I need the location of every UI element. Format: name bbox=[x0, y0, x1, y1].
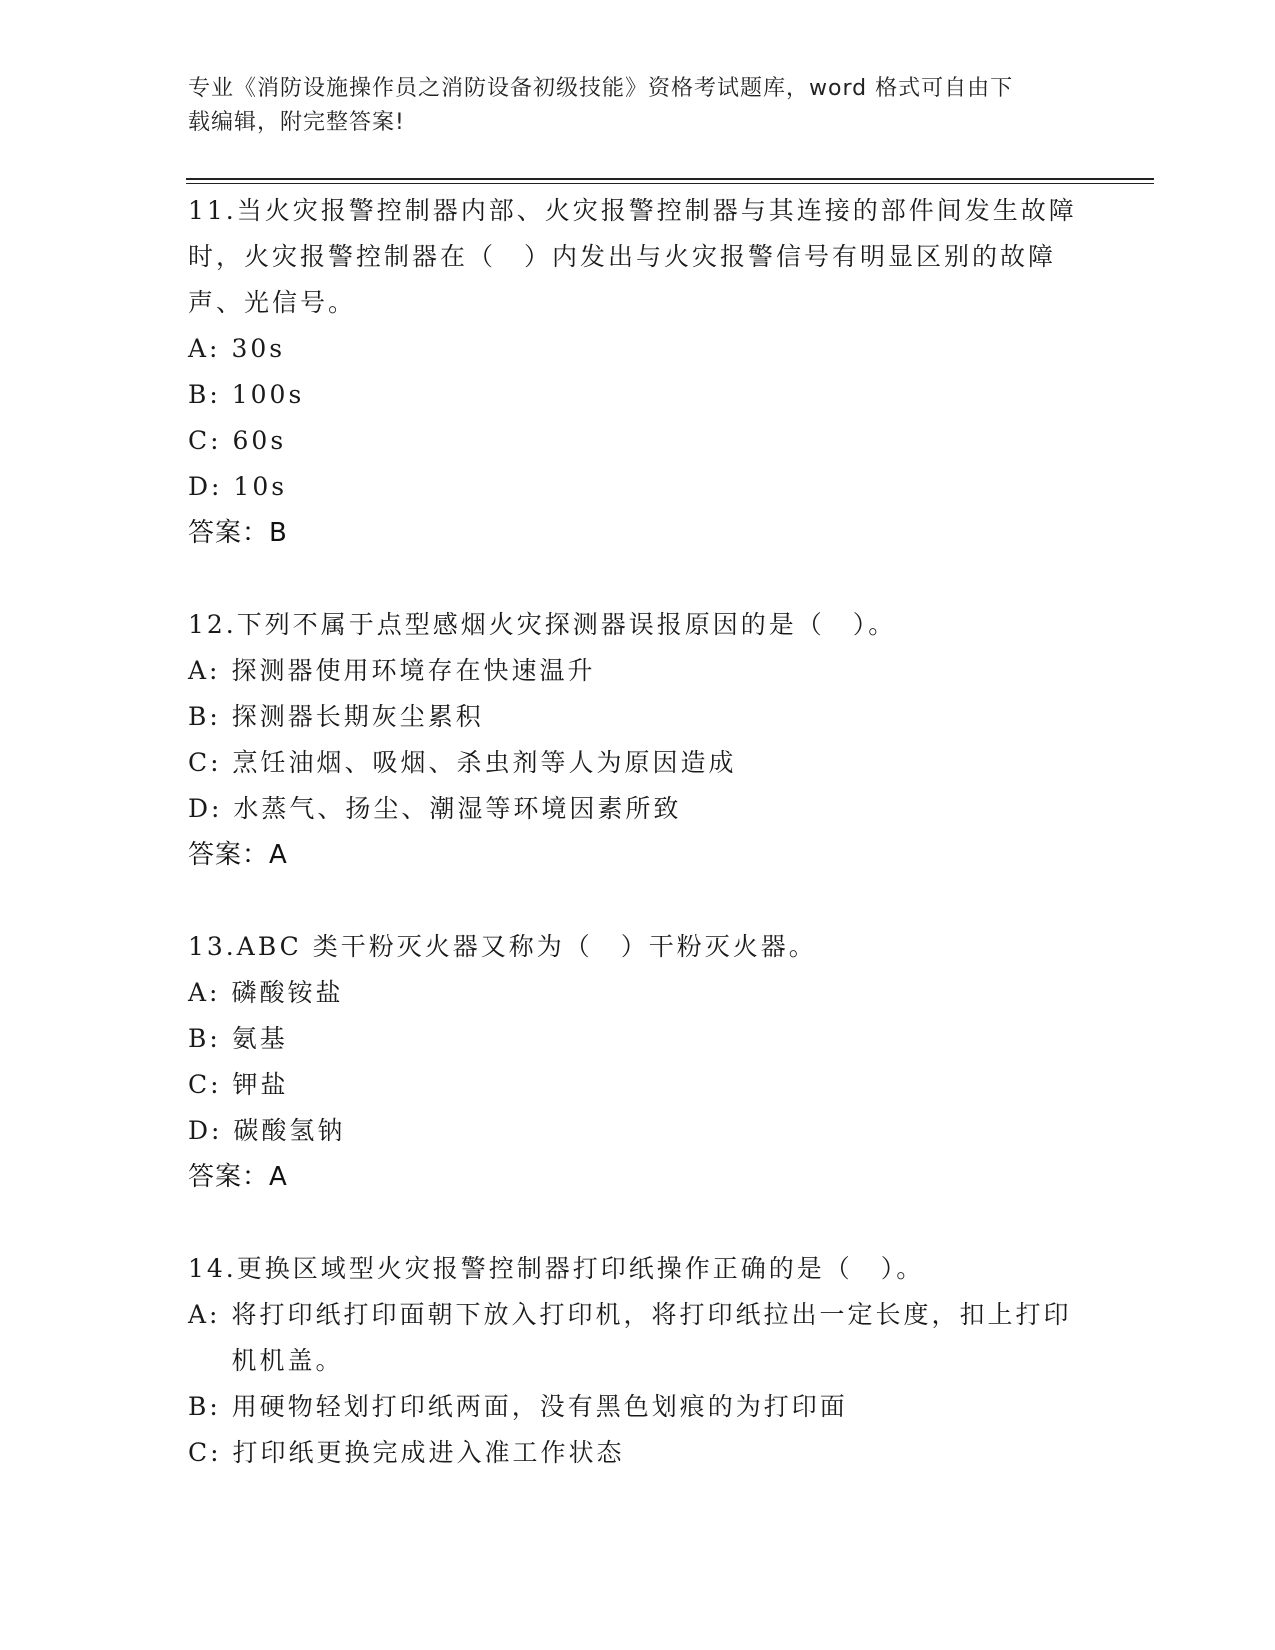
document-header bbox=[188, 72, 1068, 140]
option-letter: B: bbox=[188, 1392, 221, 1421]
question-stem: 14.更换区域型火灾报警控制器打印纸操作正确的是（ ）。 bbox=[188, 1254, 925, 1283]
header-line-2: 载编辑，附完整答案! bbox=[188, 110, 405, 135]
answer-line: 答案：A bbox=[188, 840, 288, 870]
option-c bbox=[188, 1062, 1078, 1108]
option-letter: A: bbox=[188, 656, 221, 685]
option-text: 钾盐 bbox=[232, 1070, 289, 1099]
option-text: 碳酸氢钠 bbox=[233, 1116, 346, 1145]
option-letter: D: bbox=[188, 1116, 223, 1145]
option-letter: B: bbox=[188, 702, 221, 731]
option-text: 探测器使用环境存在快速温升 bbox=[231, 656, 596, 685]
option-text: 用硬物轻划打印纸两面，没有黑色划痕的为打印面 bbox=[231, 1392, 848, 1421]
option-text: 探测器长期灰尘累积 bbox=[231, 702, 484, 731]
option-text: 打印纸更换完成进入准工作状态 bbox=[232, 1438, 625, 1467]
question-stem: 12.下列不属于点型感烟火灾探测器误报原因的是（ ）。 bbox=[188, 610, 897, 639]
answer-line: 答案：B bbox=[188, 518, 288, 548]
option-a bbox=[188, 326, 1078, 372]
option-text: 水蒸气、扬尘、潮湿等环境因素所致 bbox=[233, 794, 682, 823]
option-d bbox=[188, 1108, 1078, 1154]
question-14 bbox=[188, 1246, 1088, 1476]
option-c bbox=[188, 418, 1078, 464]
option-letter: C: bbox=[188, 426, 222, 455]
option-a bbox=[188, 648, 1078, 694]
option-letter: C: bbox=[188, 748, 222, 777]
option-text: 10s bbox=[233, 472, 288, 501]
question-list bbox=[188, 188, 1088, 1522]
option-letter: D: bbox=[188, 794, 223, 823]
option-letter: C: bbox=[188, 1438, 222, 1467]
header-divider-thin bbox=[186, 183, 1154, 184]
option-text: 100s bbox=[231, 380, 305, 409]
option-b bbox=[188, 1384, 1078, 1430]
option-c bbox=[188, 740, 1078, 786]
option-a bbox=[188, 1292, 1078, 1384]
option-letter: C: bbox=[188, 1070, 222, 1099]
header-line-1: 专业《消防设施操作员之消防设备初级技能》资格考试题库，word 格式可自由下 bbox=[188, 76, 1014, 101]
option-letter: B: bbox=[188, 380, 221, 409]
option-letter: A: bbox=[188, 978, 221, 1007]
answer-line: 答案：A bbox=[188, 1162, 288, 1192]
option-letter: D: bbox=[188, 472, 223, 501]
question-13 bbox=[188, 924, 1088, 1200]
question-11 bbox=[188, 188, 1088, 556]
question-12 bbox=[188, 602, 1088, 878]
option-text: 磷酸铵盐 bbox=[231, 978, 344, 1007]
option-d bbox=[188, 464, 1078, 510]
option-letter: B: bbox=[188, 1024, 221, 1053]
question-stem: 11.当火灾报警控制器内部、火灾报警控制器与其连接的部件间发生故障时，火灾报警控制器在（ ）内发出与火灾报警信号有明显区别的故障声、光信号。 bbox=[188, 196, 1077, 317]
option-b bbox=[188, 372, 1078, 418]
question-stem: 13.ABC 类干粉灭火器又称为（ ）干粉灭火器。 bbox=[188, 932, 817, 961]
option-text: 氨基 bbox=[231, 1024, 288, 1053]
option-b bbox=[188, 1016, 1078, 1062]
option-c bbox=[188, 1430, 1078, 1476]
header-divider-thick bbox=[186, 178, 1154, 180]
option-letter: A: bbox=[188, 1300, 221, 1329]
option-text: 将打印纸打印面朝下放入打印机，将打印纸拉出一定长度，扣上打印机机盖。 bbox=[231, 1300, 1072, 1375]
option-text: 30s bbox=[231, 334, 286, 363]
option-text: 60s bbox=[232, 426, 287, 455]
option-b bbox=[188, 694, 1078, 740]
option-letter: A: bbox=[188, 334, 221, 363]
option-text: 烹饪油烟、吸烟、杀虫剂等人为原因造成 bbox=[232, 748, 737, 777]
option-a bbox=[188, 970, 1078, 1016]
option-d bbox=[188, 786, 1078, 832]
